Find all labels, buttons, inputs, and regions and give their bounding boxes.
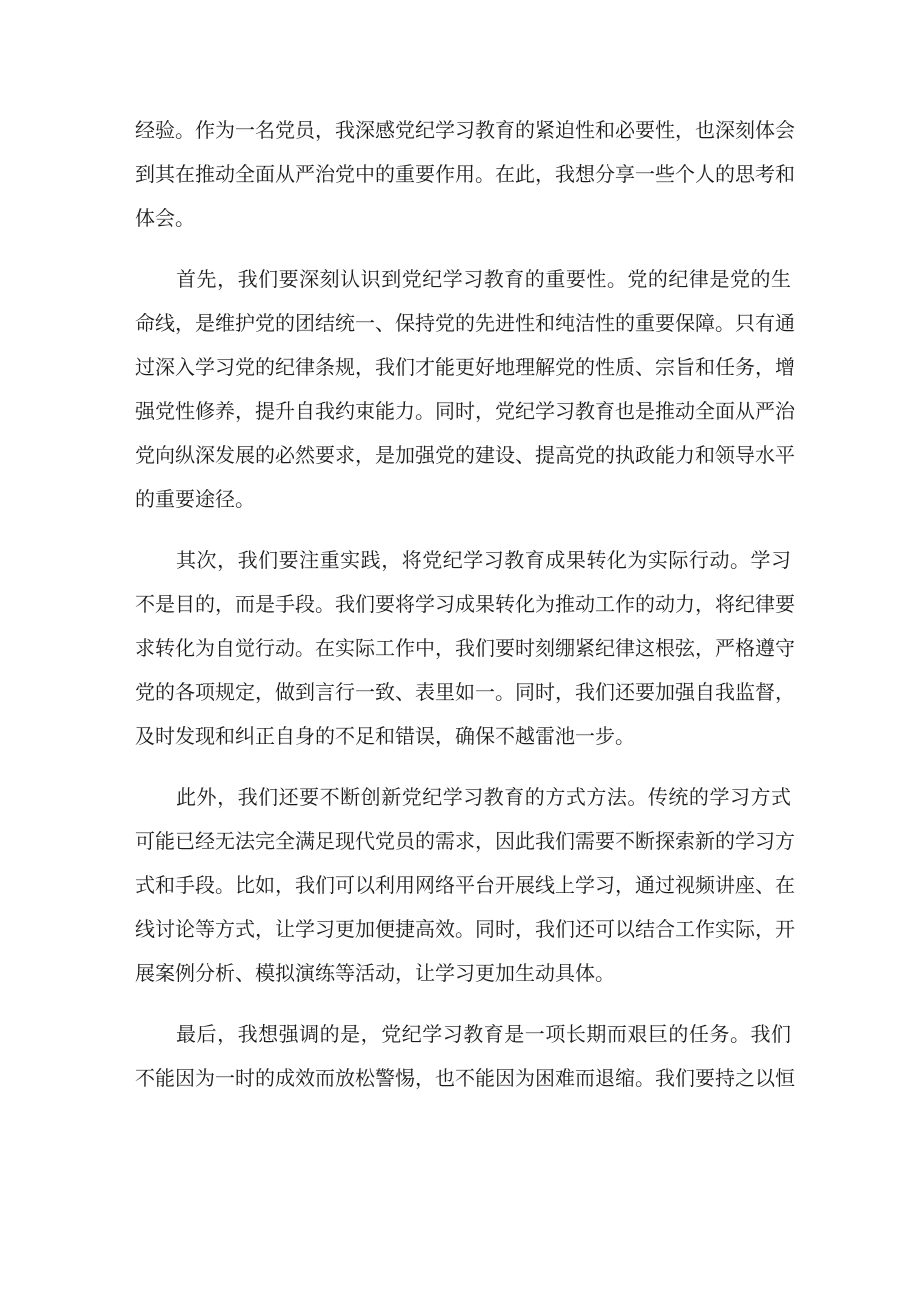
paragraph-third — [135, 775, 795, 995]
text-line: 到其在推动全面从严治党中的重要作用。在此，我想分享一些个人的思考和 — [135, 162, 795, 186]
paragraph-intro — [135, 108, 795, 240]
text-line: 此外，我们还要不断创新党纪学习教育的方式方法。传统的学习方式 — [135, 785, 791, 809]
text-line: 体会。 — [135, 206, 195, 230]
text-line: 可能已经无法完全满足现代党员的需求，因此我们需要不断探索新的学习方 — [135, 829, 795, 853]
text-line: 党向纵深发展的必然要求，是加强党的建设、提高党的执政能力和领导水平 — [135, 443, 795, 467]
text-line: 不是目的，而是手段。我们要将学习成果转化为推动工作的动力，将纪律要 — [135, 592, 795, 616]
text-line: 其次，我们要注重实践，将党纪学习教育成果转化为实际行动。学习 — [135, 548, 791, 572]
text-line: 强党性修养，提升自我约束能力。同时，党纪学习教育也是推动全面从严治 — [135, 399, 795, 423]
document-body — [135, 108, 795, 1117]
text-line: 求转化为自觉行动。在实际工作中，我们要时刻绷紧纪律这根弦，严格遵守 — [135, 636, 795, 660]
text-line: 展案例分析、模拟演练等活动，让学习更加生动具体。 — [135, 961, 615, 985]
text-line: 首先，我们要深刻认识到党纪学习教育的重要性。党的纪律是党的生 — [135, 267, 791, 291]
text-line: 命线，是维护党的团结统一、保持党的先进性和纯洁性的重要保障。只有通 — [135, 311, 795, 335]
text-line: 经验。作为一名党员，我深感党纪学习教育的紧迫性和必要性，也深刻体会 — [135, 118, 795, 142]
text-line: 式和手段。比如，我们可以利用网络平台开展线上学习，通过视频讲座、在 — [135, 873, 795, 897]
paragraph-first — [135, 257, 795, 521]
text-line: 党的各项规定，做到言行一致、表里如一。同时，我们还要加强自我监督， — [135, 680, 795, 704]
text-line: 不能因为一时的成效而放松警惕，也不能因为困难而退缩。我们要持之以恒 — [135, 1066, 795, 1090]
text-line: 最后，我想强调的是，党纪学习教育是一项长期而艰巨的任务。我们 — [135, 1022, 791, 1046]
text-line: 及时发现和纠正自身的不足和错误，确保不越雷池一步。 — [135, 724, 635, 748]
text-line: 线讨论等方式，让学习更加便捷高效。同时，我们还可以结合工作实际，开 — [135, 917, 795, 941]
text-line: 过深入学习党的纪律条规，我们才能更好地理解党的性质、宗旨和任务，增 — [135, 355, 795, 379]
paragraph-final — [135, 1012, 795, 1100]
text-line: 的重要途径。 — [135, 487, 255, 511]
paragraph-second — [135, 538, 795, 758]
